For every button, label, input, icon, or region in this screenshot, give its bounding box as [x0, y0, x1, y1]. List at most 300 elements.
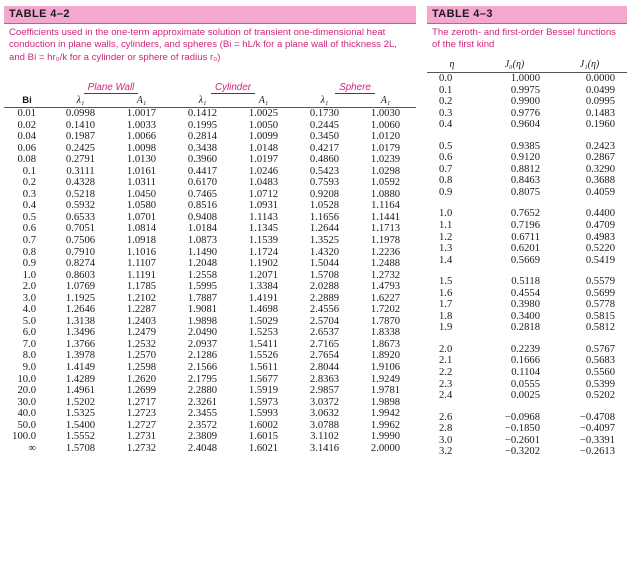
- table-row: [427, 232, 627, 244]
- table-row: [4, 431, 416, 443]
- value-cell: 1.1164: [371, 200, 400, 212]
- bessel-value-cell: 0.1666: [510, 355, 540, 367]
- group-spacer: [427, 402, 627, 412]
- eta-cell: 0.0: [439, 73, 453, 84]
- header-a-plane: A₁: [111, 94, 172, 108]
- bessel-functions-table: [427, 57, 627, 458]
- eta-cell: 0.4: [439, 119, 453, 131]
- value-cell: 0.8603: [65, 269, 96, 281]
- bessel-value-cell: 0.0000: [585, 73, 615, 84]
- table-row: [427, 390, 627, 402]
- table-row: [427, 435, 627, 447]
- value-cell: 1.2699: [126, 385, 157, 397]
- value-cell: 1.0066: [126, 131, 157, 143]
- value-cell: 3.0788: [309, 419, 340, 431]
- value-cell: 1.2558: [187, 269, 218, 281]
- bessel-value-cell: 0.9120: [510, 152, 540, 164]
- table-row: [4, 443, 416, 455]
- value-cell: 0.7910: [65, 246, 96, 258]
- eta-cell: 1.3: [439, 243, 453, 255]
- bessel-value-cell: −0.2613: [579, 446, 615, 458]
- group-spacer: [427, 266, 627, 276]
- bessel-value-cell: 0.1483: [585, 107, 615, 119]
- value-cell: 0.5218: [65, 188, 96, 200]
- bessel-value-cell: −0.4097: [579, 423, 615, 435]
- table-row: [427, 141, 627, 153]
- bessel-value-cell: 0.4059: [585, 186, 615, 198]
- value-cell: 1.0179: [370, 142, 401, 154]
- value-cell: 1.2646: [65, 304, 96, 316]
- bessel-value-cell: 0.5778: [585, 299, 615, 311]
- header-eta: η: [427, 57, 477, 73]
- bessel-value-cell: 0.0499: [585, 84, 615, 96]
- value-cell: 0.7593: [309, 177, 340, 189]
- table-row: [4, 350, 416, 362]
- bi-cell: ∞: [28, 442, 36, 454]
- bi-cell: 1.0: [22, 269, 36, 281]
- bi-cell: 0.7: [22, 235, 36, 247]
- bessel-value-cell: 0.3290: [585, 163, 615, 175]
- header-a-cylinder: A₁: [233, 94, 294, 108]
- value-cell: 3.0372: [309, 396, 340, 408]
- table-row: [427, 243, 627, 255]
- table-row: [4, 143, 416, 155]
- value-cell: 1.2048: [187, 258, 218, 270]
- table-row: [4, 131, 416, 143]
- value-cell: 2.4048: [187, 442, 218, 454]
- table-row: [4, 420, 416, 432]
- bi-cell: 0.04: [17, 131, 36, 143]
- eta-cell: 1.8: [439, 310, 453, 322]
- value-cell: 2.0288: [309, 281, 340, 293]
- value-cell: 1.2732: [126, 442, 157, 454]
- value-cell: 1.0931: [248, 200, 279, 212]
- table-row: [4, 281, 416, 293]
- value-cell: 1.5973: [248, 396, 279, 408]
- value-cell: 1.3496: [65, 327, 96, 339]
- table-row: [427, 175, 627, 187]
- bessel-value-cell: −0.3391: [579, 434, 615, 446]
- value-cell: 1.2732: [370, 269, 401, 281]
- bi-cell: 0.3: [22, 188, 36, 200]
- bessel-value-cell: 0.3688: [585, 175, 615, 187]
- bessel-value-cell: 0.4709: [585, 220, 615, 232]
- value-cell: 0.3111: [66, 165, 95, 177]
- table-row: [427, 164, 627, 176]
- value-cell: 2.6537: [309, 327, 340, 339]
- value-cell: 1.0918: [126, 235, 157, 247]
- value-cell: 0.4328: [65, 177, 96, 189]
- value-cell: 0.0998: [65, 108, 96, 119]
- value-cell: 0.3450: [309, 131, 340, 143]
- table-4-3-title: TABLE 4–3: [427, 6, 627, 24]
- table-row: [4, 258, 416, 270]
- eta-cell: 0.1: [439, 84, 453, 96]
- value-cell: 1.0814: [126, 223, 157, 235]
- value-cell: 1.4149: [65, 362, 96, 374]
- value-cell: 1.1902: [248, 258, 279, 270]
- bessel-value-cell: 0.4554: [510, 287, 540, 299]
- value-cell: 1.2287: [126, 304, 157, 316]
- header-a-sphere: A₁: [355, 94, 416, 108]
- table-row: [427, 276, 627, 288]
- bi-table-body: [4, 108, 416, 455]
- group-spacer: [427, 198, 627, 208]
- bi-cell: 5.0: [22, 315, 36, 327]
- bi-cell: 7.0: [22, 338, 36, 350]
- value-cell: 0.3960: [187, 154, 218, 166]
- value-cell: 1.2479: [126, 327, 157, 339]
- value-cell: 1.5400: [65, 419, 96, 431]
- value-cell: 1.5919: [248, 385, 279, 397]
- value-cell: 1.4289: [65, 373, 96, 385]
- eta-cell: 0.5: [439, 140, 453, 152]
- header-bi: Bi: [4, 94, 50, 108]
- value-cell: 1.1490: [187, 246, 218, 258]
- value-cell: 2.2889: [309, 292, 340, 304]
- value-cell: 0.2791: [65, 154, 96, 166]
- value-cell: 3.1102: [310, 431, 339, 443]
- value-cell: 0.6533: [65, 211, 96, 223]
- value-cell: 1.0483: [248, 177, 279, 189]
- value-cell: 0.5423: [309, 165, 340, 177]
- table-row: [427, 73, 627, 85]
- eta-cell: 1.9: [439, 322, 453, 334]
- bessel-value-cell: 0.3980: [510, 299, 540, 311]
- bessel-value-cell: 0.3400: [510, 310, 540, 322]
- value-cell: 0.8274: [65, 258, 96, 270]
- bessel-table-body: [427, 73, 627, 458]
- value-cell: 2.3809: [187, 431, 218, 443]
- table-4-2-caption: Coefficients used in the one-term approximate solution of transient one-dimensional heat conduction in plane walls, cylinders, and spheres (Bi = hL/k for a plane wall of thickness 2L, and Bi = hr₀/k for a cylinder or sphere of radius r₀): [9, 27, 397, 63]
- bessel-value-cell: 0.0555: [510, 378, 540, 390]
- bi-cell: 0.08: [17, 154, 36, 166]
- value-cell: 1.9942: [370, 408, 401, 420]
- bessel-value-cell: 0.2423: [585, 140, 615, 152]
- bessel-value-cell: −0.2601: [504, 434, 540, 446]
- bi-cell: 3.0: [22, 292, 36, 304]
- table-row: [427, 367, 627, 379]
- eta-cell: 0.3: [439, 107, 453, 119]
- table-row: [4, 177, 416, 189]
- bessel-value-cell: 0.2867: [585, 152, 615, 164]
- value-cell: 1.0099: [248, 131, 279, 143]
- table-row: [4, 397, 416, 409]
- bessel-value-cell: 0.9604: [510, 119, 540, 131]
- value-cell: 2.8363: [309, 373, 340, 385]
- value-cell: 1.4793: [370, 281, 401, 293]
- header-lambda-sphere: λ₁: [294, 94, 355, 108]
- table-row: [427, 299, 627, 311]
- value-cell: 0.1995: [187, 119, 218, 131]
- value-cell: 1.1785: [126, 281, 157, 293]
- value-cell: 2.2880: [187, 385, 218, 397]
- bessel-value-cell: −0.0968: [504, 411, 540, 423]
- value-cell: 1.1539: [248, 235, 279, 247]
- value-cell: 1.0148: [248, 142, 279, 154]
- value-cell: 2.7654: [309, 350, 340, 362]
- header-lambda-cylinder: λ₁: [172, 94, 233, 108]
- value-cell: 1.1441: [370, 211, 401, 223]
- value-cell: 1.4191: [248, 292, 279, 304]
- value-cell: 1.2570: [126, 350, 157, 362]
- value-cell: 1.3138: [65, 315, 96, 327]
- bessel-value-cell: 0.5669: [510, 254, 540, 266]
- value-cell: 1.2598: [126, 362, 157, 374]
- value-cell: 1.8920: [370, 350, 401, 362]
- eta-cell: 2.4: [439, 390, 453, 402]
- value-cell: 0.2425: [65, 142, 96, 154]
- value-cell: 1.2723: [126, 408, 157, 420]
- value-cell: 1.9081: [187, 304, 218, 316]
- value-cell: 1.0060: [370, 119, 401, 131]
- bessel-value-cell: 0.4400: [585, 208, 615, 220]
- table-row: [427, 322, 627, 334]
- value-cell: 1.2403: [126, 315, 157, 327]
- table-row: [4, 154, 416, 166]
- value-cell: 1.0184: [187, 223, 218, 235]
- table-row: [427, 85, 627, 97]
- value-cell: 2.1286: [187, 350, 218, 362]
- table-row: [427, 255, 627, 267]
- value-cell: 2.1795: [187, 373, 218, 385]
- value-cell: 0.9408: [187, 211, 218, 223]
- value-cell: 3.1416: [309, 442, 340, 454]
- value-cell: 1.4320: [309, 246, 340, 258]
- value-cell: 1.5253: [248, 327, 279, 339]
- value-cell: 2.7165: [309, 338, 340, 350]
- table-row: [427, 187, 627, 199]
- table-row: [427, 412, 627, 424]
- bi-cell: 9.0: [22, 362, 36, 374]
- eta-cell: 2.1: [439, 355, 453, 367]
- value-cell: 1.0880: [370, 188, 401, 200]
- value-cell: 1.9990: [370, 431, 401, 443]
- value-cell: 1.0161: [126, 165, 157, 177]
- bessel-value-cell: 0.9776: [510, 107, 540, 119]
- eta-cell: 3.0: [439, 434, 453, 446]
- table-row: [427, 379, 627, 391]
- bessel-value-cell: 0.8075: [510, 186, 540, 198]
- value-cell: 1.3978: [65, 350, 96, 362]
- value-cell: 1.9781: [370, 385, 401, 397]
- value-cell: 0.4860: [309, 154, 340, 166]
- value-cell: 2.3455: [187, 408, 218, 420]
- group-cylinder: Cylinder: [172, 81, 294, 94]
- value-cell: 1.5202: [65, 396, 96, 408]
- bessel-value-cell: 0.9385: [510, 140, 540, 152]
- bi-cell: 0.8: [22, 246, 36, 258]
- value-cell: 1.2717: [126, 396, 157, 408]
- value-cell: 1.0017: [126, 108, 157, 119]
- bessel-value-cell: 0.2239: [510, 343, 540, 355]
- value-cell: 1.1978: [370, 235, 401, 247]
- bessel-value-cell: 0.7652: [510, 208, 540, 220]
- group-spacer: [427, 334, 627, 344]
- value-cell: 2.3572: [187, 419, 218, 431]
- table-row: [427, 311, 627, 323]
- table-row: [427, 355, 627, 367]
- table-row: [4, 166, 416, 178]
- table-4-3-caption: The zeroth- and first-order Bessel functions of the first kind: [432, 27, 616, 51]
- bessel-value-cell: 0.9900: [510, 96, 540, 108]
- table-row: [427, 446, 627, 458]
- value-cell: 1.5552: [65, 431, 96, 443]
- bi-cell: 2.0: [22, 281, 36, 293]
- bessel-value-cell: 0.7196: [510, 220, 540, 232]
- value-cell: 1.4698: [248, 304, 279, 316]
- value-cell: 1.4961: [65, 385, 96, 397]
- bessel-value-cell: 0.5202: [585, 390, 615, 402]
- value-cell: 1.2071: [248, 269, 279, 281]
- value-cell: 0.7506: [65, 235, 96, 247]
- bi-cell: 0.6: [22, 223, 36, 235]
- value-cell: 1.5993: [248, 408, 279, 420]
- table-row: [4, 327, 416, 339]
- value-cell: 1.2731: [126, 431, 157, 443]
- bessel-value-cell: −0.1850: [504, 423, 540, 435]
- bessel-value-cell: 0.4983: [585, 231, 615, 243]
- value-cell: 1.5044: [309, 258, 340, 270]
- bessel-value-cell: 0.2818: [510, 322, 540, 334]
- group-spacer: [427, 131, 627, 141]
- header-lambda-plane: λ₁: [50, 94, 111, 108]
- eta-cell: 2.6: [439, 411, 453, 423]
- value-cell: 1.2488: [370, 258, 401, 270]
- table-row: [4, 408, 416, 420]
- table-row: [427, 108, 627, 120]
- bessel-value-cell: 0.1104: [511, 367, 540, 379]
- bessel-value-cell: 0.1960: [585, 119, 615, 131]
- value-cell: 1.5029: [248, 315, 279, 327]
- value-cell: 1.0701: [126, 211, 157, 223]
- table-row: [4, 304, 416, 316]
- value-cell: 2.0937: [187, 338, 218, 350]
- bi-cell: 0.06: [17, 142, 36, 154]
- value-cell: 1.2532: [126, 338, 157, 350]
- bessel-value-cell: 0.8812: [510, 163, 540, 175]
- table-row: [4, 235, 416, 247]
- value-cell: 0.4417: [187, 165, 218, 177]
- table-row: [4, 316, 416, 328]
- bi-cell: 0.01: [17, 108, 36, 119]
- value-cell: 1.9898: [370, 396, 401, 408]
- value-cell: 1.0311: [127, 177, 156, 189]
- table-row: [427, 119, 627, 131]
- bessel-value-cell: 0.5419: [585, 254, 615, 266]
- bessel-value-cell: 0.6201: [510, 243, 540, 255]
- bi-cell: 0.2: [22, 177, 36, 189]
- bessel-value-cell: 0.5767: [585, 343, 615, 355]
- value-cell: 1.0246: [248, 165, 279, 177]
- table-row: [4, 293, 416, 305]
- eta-cell: 0.9: [439, 186, 453, 198]
- table-row: [4, 120, 416, 132]
- table-row: [427, 288, 627, 300]
- bi-cell: 0.02: [17, 119, 36, 131]
- bi-cell: 40.0: [17, 408, 36, 420]
- value-cell: 1.0580: [126, 200, 157, 212]
- table-row: [4, 385, 416, 397]
- value-cell: 1.0528: [309, 200, 340, 212]
- value-cell: 0.8516: [187, 200, 218, 212]
- bessel-value-cell: 0.5699: [585, 287, 615, 299]
- bi-cell: 6.0: [22, 327, 36, 339]
- value-cell: 0.9208: [309, 188, 340, 200]
- bessel-value-cell: 0.9975: [510, 84, 540, 96]
- eta-cell: 1.2: [439, 231, 453, 243]
- value-cell: 0.1410: [65, 119, 96, 131]
- value-cell: 2.4556: [309, 304, 340, 316]
- bessel-value-cell: 0.5399: [585, 378, 615, 390]
- value-cell: 1.0098: [126, 142, 157, 154]
- eta-cell: 2.0: [439, 343, 453, 355]
- bi-cell: 0.9: [22, 258, 36, 270]
- value-cell: 1.3766: [65, 338, 96, 350]
- table-row: [427, 344, 627, 356]
- bi-cell: 0.5: [22, 211, 36, 223]
- value-cell: 1.5526: [248, 350, 279, 362]
- value-cell: 1.7202: [370, 304, 401, 316]
- bessel-value-cell: 0.5118: [511, 276, 540, 288]
- bi-cell: 30.0: [17, 396, 36, 408]
- bi-cell: 100.0: [12, 431, 36, 443]
- eta-cell: 2.3: [439, 378, 453, 390]
- eta-cell: 0.2: [439, 96, 453, 108]
- table-row: [427, 423, 627, 435]
- value-cell: 1.5677: [248, 373, 279, 385]
- value-cell: 0.2814: [187, 131, 218, 143]
- value-cell: 1.1724: [248, 246, 279, 258]
- value-cell: 2.0490: [187, 327, 218, 339]
- group-sphere: Sphere: [294, 81, 416, 94]
- value-cell: 1.7887: [187, 292, 218, 304]
- bessel-value-cell: 0.6711: [511, 231, 540, 243]
- value-cell: 0.5932: [65, 200, 96, 212]
- value-cell: 2.9857: [309, 385, 340, 397]
- bessel-value-cell: −0.4708: [579, 411, 615, 423]
- value-cell: 1.0050: [248, 119, 279, 131]
- value-cell: 1.3384: [248, 281, 279, 293]
- eta-cell: 1.7: [439, 299, 453, 311]
- bessel-value-cell: 1.0000: [510, 73, 540, 84]
- bessel-value-cell: 0.0025: [510, 390, 540, 402]
- bi-cell: 4.0: [22, 304, 36, 316]
- table-row: [4, 108, 416, 120]
- value-cell: 1.5411: [249, 338, 278, 350]
- value-cell: 1.0030: [370, 108, 401, 119]
- table-4-3-panel: [427, 6, 627, 458]
- value-cell: 1.0033: [126, 119, 157, 131]
- value-cell: 1.0712: [248, 188, 279, 200]
- eta-cell: 1.4: [439, 254, 453, 266]
- value-cell: 1.6002: [248, 419, 279, 431]
- value-cell: 1.5995: [187, 281, 218, 293]
- table-row: [427, 96, 627, 108]
- value-cell: 1.1016: [126, 246, 157, 258]
- value-cell: 1.7870: [370, 315, 401, 327]
- value-cell: 0.6170: [187, 177, 218, 189]
- table-4-2-panel: [4, 6, 416, 454]
- value-cell: 0.7465: [187, 188, 218, 200]
- table-row: [4, 223, 416, 235]
- eta-cell: 2.2: [439, 367, 453, 379]
- header-j1: J₁(η): [552, 57, 627, 73]
- bessel-value-cell: 0.5812: [585, 322, 615, 334]
- group-plane-wall: Plane Wall: [50, 81, 172, 94]
- value-cell: 2.1566: [187, 362, 218, 374]
- table-row: [4, 270, 416, 282]
